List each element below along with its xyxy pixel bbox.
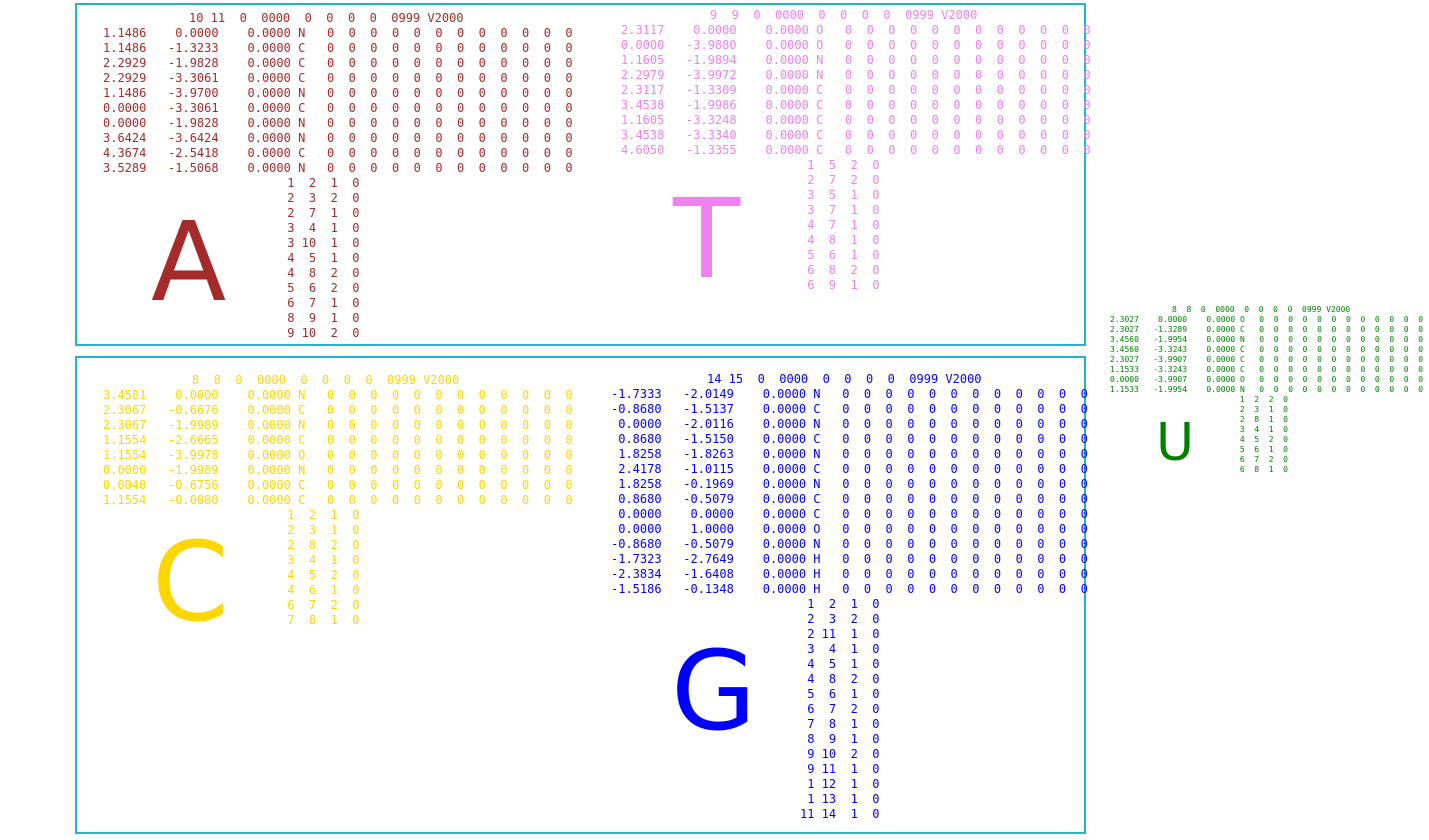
bond-line: 3 4 1 0: [280, 221, 360, 235]
bond-line: 6 9 1 0: [800, 278, 880, 292]
nucleobase-letter-t: T: [673, 175, 741, 303]
bond-line: 6 8 2 0: [800, 263, 880, 277]
atom-line: 1.1486 -1.3233 0.0000 C 0 0 0 0 0 0 0 0 0 0 0 0: [103, 41, 573, 55]
atom-line: 2.2979 -3.9972 0.0000 N 0 0 0 0 0 0 0 0 0 0 0 0: [621, 68, 1091, 82]
atom-line: 1.1533 -1.9954 0.0000 N 0 0 0 0 0 0 0 0 0 0 0 0: [1110, 385, 1424, 394]
bond-line: 6 7 2 0: [280, 598, 360, 612]
bond-line: 4 7 1 0: [800, 218, 880, 232]
atom-line: -1.7333 -2.0149 0.0000 N 0 0 0 0 0 0 0 0 0 0 0 0: [611, 387, 1088, 401]
bond-line: 2 3 1 0: [280, 523, 360, 537]
bond-line: 3 10 1 0: [280, 236, 360, 250]
bond-line: 11 14 1 0: [800, 807, 880, 821]
atom-line: 1.1554 -3.9978 0.0000 O 0 0 0 0 0 0 0 0 0 0 0 0: [103, 448, 573, 462]
bond-line: 1 2 1 0: [280, 508, 360, 522]
bond-line: 7 8 1 0: [280, 613, 360, 627]
atom-line: 2.3027 0.0000 0.0000 O 0 0 0 0 0 0 0 0 0 0 0 0: [1110, 315, 1424, 324]
atom-line: 2.3117 0.0000 0.0000 O 0 0 0 0 0 0 0 0 0 0 0 0: [621, 23, 1091, 37]
atom-line: 3.4581 0.0000 0.0000 N 0 0 0 0 0 0 0 0 0 0 0 0: [103, 388, 573, 402]
bond-line: 2 3 2 0: [800, 612, 880, 626]
atom-line: 0.0000 0.0000 0.0000 C 0 0 0 0 0 0 0 0 0 0 0 0: [611, 507, 1088, 521]
atom-line: 0.0000 1.0000 0.0000 O 0 0 0 0 0 0 0 0 0 0 0 0: [611, 522, 1088, 536]
molblock-a-bonds: [280, 176, 359, 341]
bond-line: 3 5 1 0: [800, 188, 880, 202]
atom-line: 0.8680 -0.5079 0.0000 C 0 0 0 0 0 0 0 0 0 0 0 0: [611, 492, 1088, 506]
bond-line: 1 13 1 0: [800, 792, 880, 806]
bond-line: 6 8 1 0: [1235, 465, 1288, 474]
bond-line: 4 8 2 0: [280, 266, 360, 280]
bond-line: 2 7 2 0: [800, 173, 880, 187]
bond-line: 2 7 1 0: [280, 206, 360, 220]
bond-line: 1 5 2 0: [800, 158, 880, 172]
atom-line: 1.1554 -2.6665 0.0000 C 0 0 0 0 0 0 0 0 0 0 0 0: [103, 433, 573, 447]
bond-line: 4 8 1 0: [800, 233, 880, 247]
atom-line: 3.4560 -3.3243 0.0000 C 0 0 0 0 0 0 0 0 0 0 0 0: [1110, 345, 1424, 354]
atom-line: 1.1605 -1.9894 0.0000 N 0 0 0 0 0 0 0 0 0 0 0 0: [621, 53, 1091, 67]
atom-line: 4.3674 -2.5418 0.0000 C 0 0 0 0 0 0 0 0 0 0 0 0: [103, 146, 573, 160]
bond-line: 8 9 1 0: [280, 311, 360, 325]
molblock-t-header: 9 9 0 0000 0 0 0 0 0999 V2000: [710, 8, 978, 22]
bond-line: 4 6 1 0: [280, 583, 360, 597]
bond-line: 4 8 2 0: [800, 672, 880, 686]
atom-line: 0.0040 -0.6756 0.0000 C 0 0 0 0 0 0 0 0 0 0 0 0: [103, 478, 573, 492]
bond-line: 2 8 1 0: [1235, 415, 1288, 424]
atom-line: -1.7323 -2.7649 0.0000 H 0 0 0 0 0 0 0 0 0 0 0 0: [611, 552, 1088, 566]
atom-line: 2.2929 -1.9828 0.0000 C 0 0 0 0 0 0 0 0 0 0 0 0: [103, 56, 573, 70]
bond-line: 1 2 1 0: [800, 597, 880, 611]
molblock-g-atoms: [611, 387, 1088, 597]
nucleobase-letter-g: G: [671, 627, 757, 755]
molblock-a-atoms: [103, 26, 573, 176]
nucleobase-letter-a: A: [151, 198, 227, 326]
bond-line: 4 5 1 0: [280, 251, 360, 265]
atom-line: 3.4560 -1.9954 0.0000 N 0 0 0 0 0 0 0 0 0 0 0 0: [1110, 335, 1424, 344]
bond-line: 5 6 1 0: [800, 687, 880, 701]
atom-line: 0.0000 -3.3061 0.0000 C 0 0 0 0 0 0 0 0 0 0 0 0: [103, 101, 573, 115]
bond-line: 6 7 1 0: [280, 296, 360, 310]
atom-line: 1.1605 -3.3248 0.0000 C 0 0 0 0 0 0 0 0 0 0 0 0: [621, 113, 1091, 127]
bond-line: 8 9 1 0: [800, 732, 880, 746]
atom-line: 2.3067 -0.6676 0.0000 C 0 0 0 0 0 0 0 0 0 0 0 0: [103, 403, 573, 417]
atom-line: 4.6050 -1.3355 0.0000 C 0 0 0 0 0 0 0 0 0 0 0 0: [621, 143, 1091, 157]
atom-line: 0.0000 -2.0116 0.0000 N 0 0 0 0 0 0 0 0 0 0 0 0: [611, 417, 1088, 431]
atom-line: 2.3117 -1.3309 0.0000 C 0 0 0 0 0 0 0 0 0 0 0 0: [621, 83, 1091, 97]
bond-line: 7 8 1 0: [800, 717, 880, 731]
atom-line: 2.3067 -1.9989 0.0000 N 0 0 0 0 0 0 0 0 0 0 0 0: [103, 418, 573, 432]
molblock-u-atoms: [1110, 315, 1423, 395]
atom-line: 0.0000 -1.9828 0.0000 N 0 0 0 0 0 0 0 0 0 0 0 0: [103, 116, 573, 130]
atom-line: 0.0000 -3.9880 0.0000 O 0 0 0 0 0 0 0 0 0 0 0 0: [621, 38, 1091, 52]
bond-line: 1 2 2 0: [1235, 395, 1288, 404]
molblock-g-bonds: [800, 597, 879, 822]
atom-line: 3.6424 -3.6424 0.0000 N 0 0 0 0 0 0 0 0 0 0 0 0: [103, 131, 573, 145]
atom-line: 2.3027 -3.9907 0.0000 C 0 0 0 0 0 0 0 0 0 0 0 0: [1110, 355, 1424, 364]
bond-line: 2 8 2 0: [280, 538, 360, 552]
atom-line: 1.8258 -1.8263 0.0000 N 0 0 0 0 0 0 0 0 0 0 0 0: [611, 447, 1088, 461]
molblock-c-header: 8 8 0 0000 0 0 0 0 0999 V2000: [192, 373, 460, 387]
bond-line: 3 7 1 0: [800, 203, 880, 217]
bond-line: 9 10 2 0: [280, 326, 360, 340]
bond-line: 3 4 1 0: [800, 642, 880, 656]
molblock-u-header: 8 8 0 0000 0 0 0 0 0999 V2000: [1172, 305, 1351, 314]
atom-line: 0.0000 -3.9907 0.0000 O 0 0 0 0 0 0 0 0 0 0 0 0: [1110, 375, 1424, 384]
atom-line: 3.4538 -3.3340 0.0000 C 0 0 0 0 0 0 0 0 0 0 0 0: [621, 128, 1091, 142]
bond-line: 9 10 2 0: [800, 747, 880, 761]
nucleobase-letter-c: C: [152, 518, 229, 646]
bond-line: 2 11 1 0: [800, 627, 880, 641]
bond-line: 3 4 1 0: [1235, 425, 1288, 434]
bond-line: 1 2 1 0: [280, 176, 360, 190]
atom-line: 1.1533 -3.3243 0.0000 C 0 0 0 0 0 0 0 0 0 0 0 0: [1110, 365, 1424, 374]
atom-line: -0.8680 -0.5079 0.0000 N 0 0 0 0 0 0 0 0 0 0 0 0: [611, 537, 1088, 551]
bond-line: 3 4 1 0: [280, 553, 360, 567]
atom-line: 2.3027 -1.3289 0.0000 C 0 0 0 0 0 0 0 0 0 0 0 0: [1110, 325, 1424, 334]
atom-line: -2.3834 -1.6408 0.0000 H 0 0 0 0 0 0 0 0 0 0 0 0: [611, 567, 1088, 581]
bond-line: 4 5 2 0: [280, 568, 360, 582]
nucleobase-letter-u: U: [1156, 413, 1195, 473]
atom-line: 0.8680 -1.5150 0.0000 C 0 0 0 0 0 0 0 0 0 0 0 0: [611, 432, 1088, 446]
bond-line: 2 3 2 0: [280, 191, 360, 205]
atom-line: -0.8680 -1.5137 0.0000 C 0 0 0 0 0 0 0 0 0 0 0 0: [611, 402, 1088, 416]
atom-line: 2.2929 -3.3061 0.0000 C 0 0 0 0 0 0 0 0 0 0 0 0: [103, 71, 573, 85]
atom-line: 1.8258 -0.1969 0.0000 N 0 0 0 0 0 0 0 0 0 0 0 0: [611, 477, 1088, 491]
atom-line: 1.1486 -3.9700 0.0000 N 0 0 0 0 0 0 0 0 0 0 0 0: [103, 86, 573, 100]
molblock-c-bonds: [280, 508, 359, 628]
bond-line: 5 6 1 0: [1235, 445, 1288, 454]
atom-line: 2.4178 -1.0115 0.0000 C 0 0 0 0 0 0 0 0 0 0 0 0: [611, 462, 1088, 476]
atom-line: 3.5289 -1.5068 0.0000 N 0 0 0 0 0 0 0 0 0 0 0 0: [103, 161, 573, 175]
bond-line: 6 7 2 0: [800, 702, 880, 716]
atom-line: 1.1486 0.0000 0.0000 N 0 0 0 0 0 0 0 0 0 0 0 0: [103, 26, 573, 40]
bond-line: 4 5 1 0: [800, 657, 880, 671]
bond-line: 2 3 1 0: [1235, 405, 1288, 414]
molblock-t-bonds: [800, 158, 879, 293]
molblock-t-atoms: [621, 23, 1091, 158]
molblock-a-header: 10 11 0 0000 0 0 0 0 0999 V2000: [189, 11, 464, 25]
molblock-c-atoms: [103, 388, 573, 508]
bond-line: 4 5 2 0: [1235, 435, 1288, 444]
molblock-u-bonds: [1235, 395, 1288, 475]
bond-line: 9 11 1 0: [800, 762, 880, 776]
atom-line: 3.4538 -1.9986 0.0000 C 0 0 0 0 0 0 0 0 0 0 0 0: [621, 98, 1091, 112]
atom-line: 0.0000 -1.9989 0.0000 N 0 0 0 0 0 0 0 0 0 0 0 0: [103, 463, 573, 477]
bond-line: 6 7 2 0: [1235, 455, 1288, 464]
atom-line: 1.1554 -0.0080 0.0000 C 0 0 0 0 0 0 0 0 0 0 0 0: [103, 493, 573, 507]
molblock-g-header: 14 15 0 0000 0 0 0 0 0999 V2000: [707, 372, 982, 386]
bond-line: 5 6 1 0: [800, 248, 880, 262]
bond-line: 5 6 2 0: [280, 281, 360, 295]
bond-line: 1 12 1 0: [800, 777, 880, 791]
atom-line: -1.5186 -0.1348 0.0000 H 0 0 0 0 0 0 0 0 0 0 0 0: [611, 582, 1088, 596]
